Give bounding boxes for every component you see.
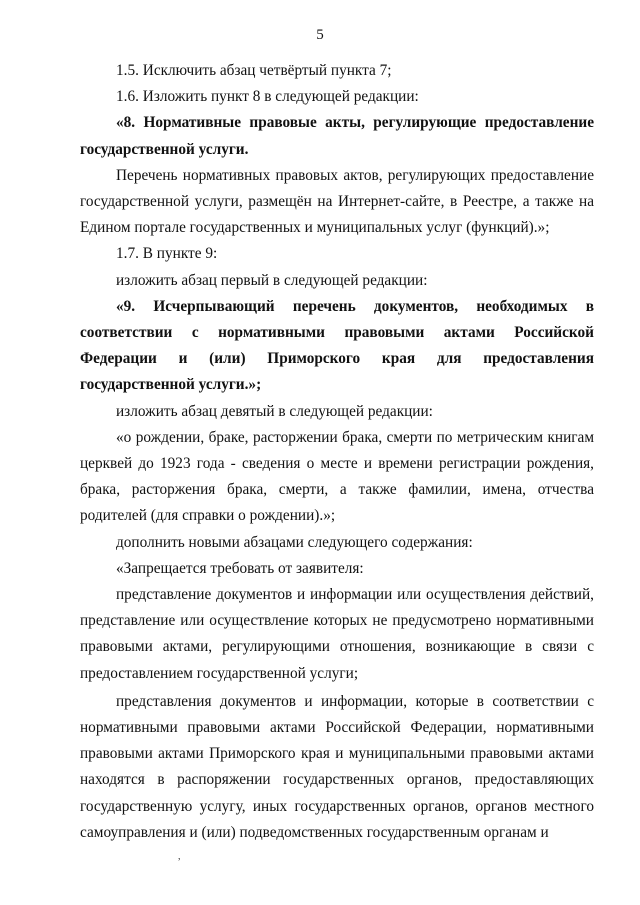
paragraph-item-8-text: Перечень нормативных правовых актов, регулирующих предоставление государственной услуги, размещён на Интернет-сайте, в Реестре, а также на Едином портале государственных и муниципальных услуг (функций).»;: [80, 166, 594, 237]
paragraph-first-abzac: изложить абзац первый в следующей редакции:: [116, 271, 428, 289]
page-number: 5: [316, 27, 324, 43]
paragraph-prohibition-1: представление документов и информации или осуществления действий, представление или осуществление которых не предусмотрено нормативными правовыми актами, регулирующими отношения, возникающие в связи с предоставлением государственной услуги;: [80, 586, 594, 682]
paragraph-1-6: 1.6. Изложить пункт 8 в следующей редакции:: [116, 88, 419, 106]
paragraph-birth-records: «о рождении, браке, расторжении брака, смерти по метрическим книгам церквей до 1923 года - сведения о месте и времени регистрации рождения, брака, расторжения брака, смерти, а также фамилии, имена, отчества родителей (для справки о рождении).»;: [80, 428, 594, 525]
paragraph-prohibition-2: представления документов и информации, которые в соответствии с нормативными правовыми актами Российской Федерации, нормативными правовыми актами Приморского края и муниципальными правовыми актами находятся в распоряжении государственных органов, предоставляющих государственную услугу, иных государственных органов, органов местного самоуправления и (или) подведомственных государственным органам и: [80, 692, 594, 841]
paragraph-1-5: 1.5. Исключить абзац четвёртый пункта 7;: [116, 62, 392, 79]
paragraph-ninth-abzac: изложить абзац девятый в следующей редакции:: [116, 402, 433, 420]
paragraph-item-8-heading: «8. Нормативные правовые акты, регулирующие предоставление государственной услуги.: [80, 114, 594, 158]
paragraph-prohibited: «Запрещается требовать от заявителя:: [116, 559, 364, 577]
document-body: [80, 58, 594, 846]
paragraph-1-7: 1.7. В пункте 9:: [116, 245, 218, 263]
scan-mark: ,: [178, 851, 181, 862]
paragraph-item-9-heading: «9. Исчерпывающий перечень документов, необходимых в соответствии с нормативными правовыми актами Российской Федерации и (или) Приморского края для предоставления государственной услуги.»;: [80, 297, 594, 394]
paragraph-add-new: дополнить новыми абзацами следующего содержания:: [116, 533, 473, 551]
